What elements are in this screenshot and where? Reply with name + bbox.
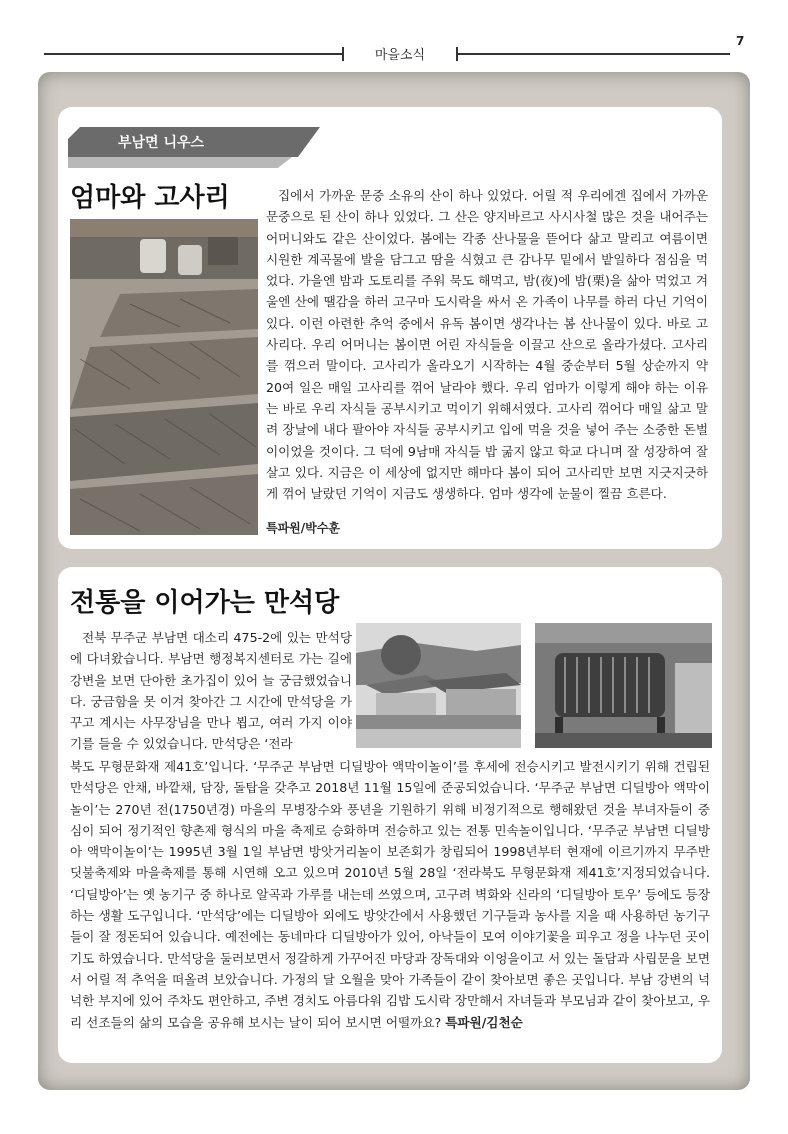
threshing-machine-photo [535,623,712,748]
header-rule-right [456,53,730,55]
article1-title: 엄마와 고사리 [70,183,230,213]
article2-body-part2 [70,756,710,1033]
fern-drying-photo [70,219,258,535]
news-tab-label: 부남면 니우스 [118,135,205,151]
article2-byline: 특파원/김천순 [445,1014,523,1030]
article1-byline: 특파원/박수훈 [266,521,340,535]
article2-paragraph-part2: 북도 무형문화재 제41호’입니다. ‘무주군 부남면 디딜방아 액막이놀이’를 후세에 전승시키고 발전시키기 위해 건립된 만석당은 안채, 바깥채, 담장, 돌탑을 갖추고 2018년 11월 15일에 준공되었습니다. ‘무주군 부남면 디딜방아 액막이놀이’는 270년 전(1750년경) 마을의 무병장수와 풍년을 기원하기 위해 비정기적으로 행해왔던 것을 부녀자들이 중심이 되어 정기적인 향촌제 형식의 마을 축제로 승화하며 전승하고 있는 전통 민속놀이입니다. ‘무주군 부남면 디딜방아 액막이놀이’는 1995년 3월 1일 부남면 방앗거리놀이 보존회가 창립되어 1998년부터 현재에 이르기까지 무주반딧불축제와 마을축제를 통해 시연해 오고 있으며 2010년 5월 28일 ‘전라북도 무형문화재 제41호’지정되었습니다. ‘디딜방아’는 옛 농기구 중 하나로 알곡과 가루를 내는데 쓰였으며, 고구려 벽화와 신라의 ‘디딜방아 토우’ 등에도 등장하는 생활 도구입니다. ‘만석당’에는 디딜방아 외에도 방앗간에서 사용했던 기구들과 농사를 지을 때 사용하던 농기구들이 잘 정돈되어 있습니다. 예전에는 동네마다 디딜방아가 있어, 아낙들이 모여 이야기꽃을 피우고 정을 나누던 곳이기도 하였습니다. 만석당을 둘러보면서 정갈하게 가꾸어진 마당과 장독대와 이엉을이고 서 있는 돌담과 사립문을 보면서 어릴 적 추억을 떠올려 보았습니다. 가정의 달 오월을 맞아 가족들이 같이 찾아보면 좋은 곳입니다. 부남 강변의 넉넉한 부지에 있어 주차도 편안하고, 주변 경치도 아름다워 김밥 도시락 장만해서 자녀들과 부모님과 같이 찾아보고, 우리 선조들의 삶의 모습을 공유해 보시는 날이 되어 보시면 어떨까요? [70,759,710,1030]
mansukdang-house-photo [356,623,521,748]
article1-body [266,185,708,504]
article2-paragraph-part1: 전북 무주군 부남면 대소리 475-2에 있는 만석당에 다녀왔습니다. 부남면 행정복지센터로 가는 길에 강변을 보면 단아한 초가집이 있어 늘 궁금했었습니다. 궁금함을 못 이겨 찾아간 그 시간에 만석당을 가꾸고 계시는 사무장님을 만나 뵙고, 여러 가지 이야기를 들을 수 있었습니다. 만석당은 ‘전라 [70,630,352,752]
news-tab [68,127,320,157]
article2-body-part1 [70,627,352,755]
section-title: 마을소식 [374,48,426,63]
header-rule-left [44,53,344,55]
page-number: 7 [736,34,745,48]
article1-paragraph: 집에서 가까운 문중 소유의 산이 하나 있었다. 어릴 적 우리에겐 집에서 가까운 문중으로 된 산이 하나 있었다. 그 산은 양지바르고 사시사철 많은 것을 내어주는 어머니와도 같은 산이었다. 봄에는 각종 산나물을 뜯어다 삶고 말리고 여름이면 시원한 계곡물에 발을 담그고 땀을 식혔고 큰 감나무 밑에서 밭일하다 점심을 먹었다. 가을엔 밤과 도토리를 주워 묵도 해먹고, 밤(夜)에 밤(栗)을 삶아 먹었고 겨울엔 산에 땔감을 하러 고구마 도시락을 싸서 온 가족이 나무를 하러 다닌 기억이 있다. 이런 아련한 추억 중에서 유독 봄이면 생각나는 봄 산나물이 있다. 바로 고사리다. 우리 어머니는 봄이면 어린 자식들을 이끌고 산으로 올라가셨다. 고사리를 꺾으러 말이다. 고사리가 올라오기 시작하는 4월 중순부터 5월 상순까지 약 20여 일은 매일 고사리를 꺾어 날라야 했다. 우리 엄마가 이렇게 해야 하는 이유는 바로 우리 자식들 공부시키고 먹이기 위해서였다. 고사리 꺾어다 매일 삶고 말려 장날에 내다 팔아야 자식들 공부시키고 입에 먹을 것을 넣어 주는 소중한 돈벌이이었을 것이다. 그 덕에 9남매 자식들 밥 굶지 않고 학교 다니며 잘 성장하여 잘 살고 있다. 지금은 이 세상에 없지만 해마다 봄이 되어 고사리만 보면 지긋지긋하게 꺾어 날랐던 기억이 지금도 생생하다. 엄마 생각에 눈물이 찔끔 흐른다. [266,188,708,502]
article2-title: 전통을 이어가는 만석당 [70,588,340,618]
